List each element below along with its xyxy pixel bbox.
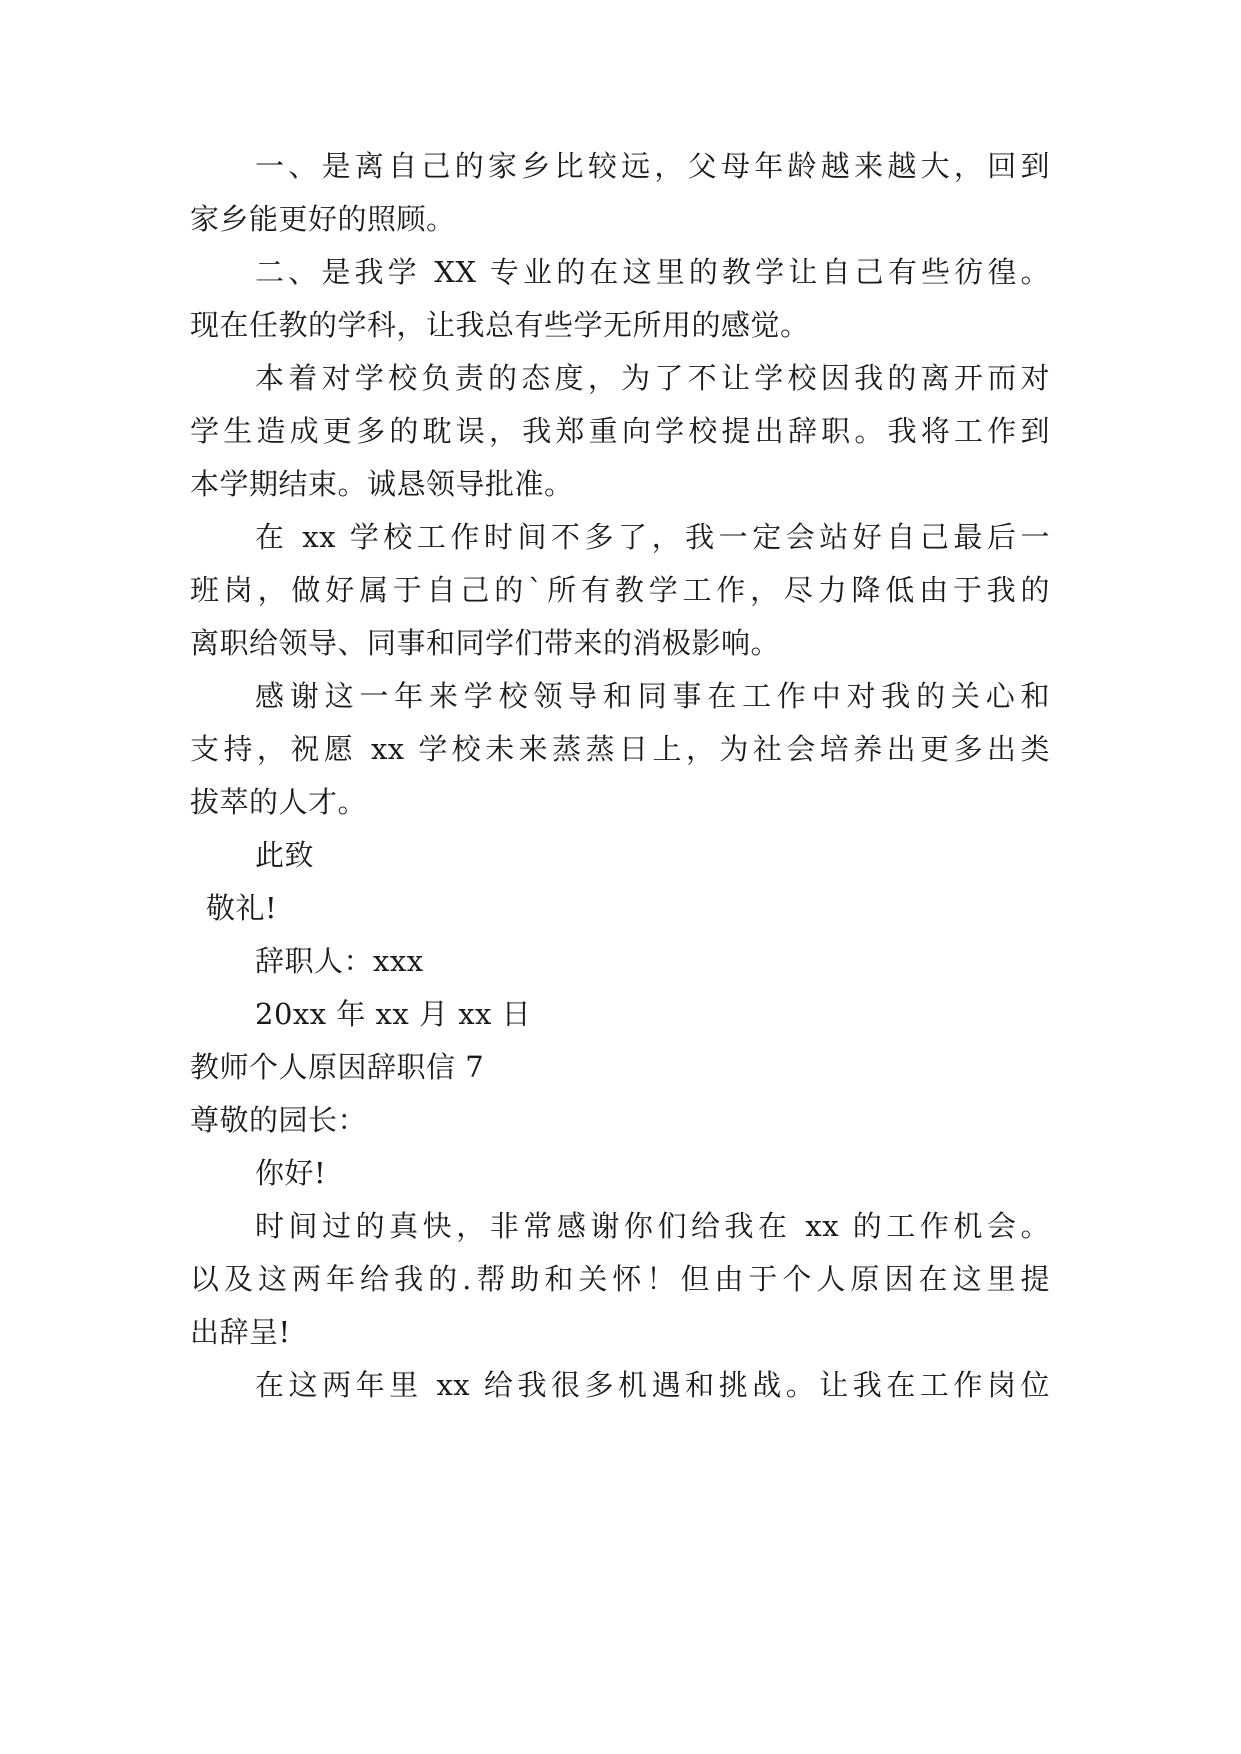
signature-line: 辞职人：xxx (255, 944, 424, 978)
closing-salutation: 此致 (255, 838, 315, 872)
paragraph-line: 在 xx 学校工作时间不多了，我一定会站好自己最后一 (255, 520, 1050, 554)
paragraph-line: 离职给领导、同事和同学们带来的消极影响。 (190, 626, 781, 660)
date-line: 20xx 年 xx 月 xx 日 (255, 997, 532, 1031)
paragraph-line: 学生造成更多的耽误，我郑重向学校提出辞职。我将工作到 (190, 414, 1050, 448)
paragraph-line: 二、是我学 XX 专业的在这里的教学让自己有些彷徨。 (255, 255, 1050, 289)
paragraph-line: 时间过的真快，非常感谢你们给我在 xx 的工作机会。 (255, 1209, 1050, 1243)
paragraph-line: 班岗，做好属于自己的`所有教学工作，尽力降低由于我的 (190, 573, 1050, 607)
paragraph-line: 一、是离自己的家乡比较远，父母年龄越来越大，回到 (255, 149, 1050, 183)
letter-greeting: 你好! (255, 1156, 327, 1190)
paragraph-line: 本学期结束。诚恳领导批准。 (190, 467, 574, 501)
paragraph-line: 支持，祝愿 xx 学校未来蒸蒸日上，为社会培养出更多出类 (190, 732, 1050, 766)
paragraph-line: 拔萃的人才。 (190, 785, 368, 819)
paragraph-line: 家乡能更好的照顾。 (190, 202, 456, 236)
paragraph-line: 现在任教的学科，让我总有些学无所用的感觉。 (190, 308, 810, 342)
paragraph-line: 本着对学校负责的态度，为了不让学校因我的离开而对 (255, 361, 1050, 395)
closing-regards: 敬礼! (206, 891, 278, 925)
section-title: 教师个人原因辞职信 7 (190, 1050, 485, 1084)
letter-recipient: 尊敬的园长： (190, 1103, 368, 1137)
paragraph-line: 出辞呈! (190, 1315, 291, 1349)
paragraph-line: 在这两年里 xx 给我很多机遇和挑战。让我在工作岗位 (255, 1368, 1050, 1402)
paragraph-line: 感谢这一年来学校领导和同事在工作中对我的关心和 (255, 679, 1050, 713)
paragraph-line: 以及这两年给我的.帮助和关怀！但由于个人原因在这里提 (190, 1262, 1050, 1296)
